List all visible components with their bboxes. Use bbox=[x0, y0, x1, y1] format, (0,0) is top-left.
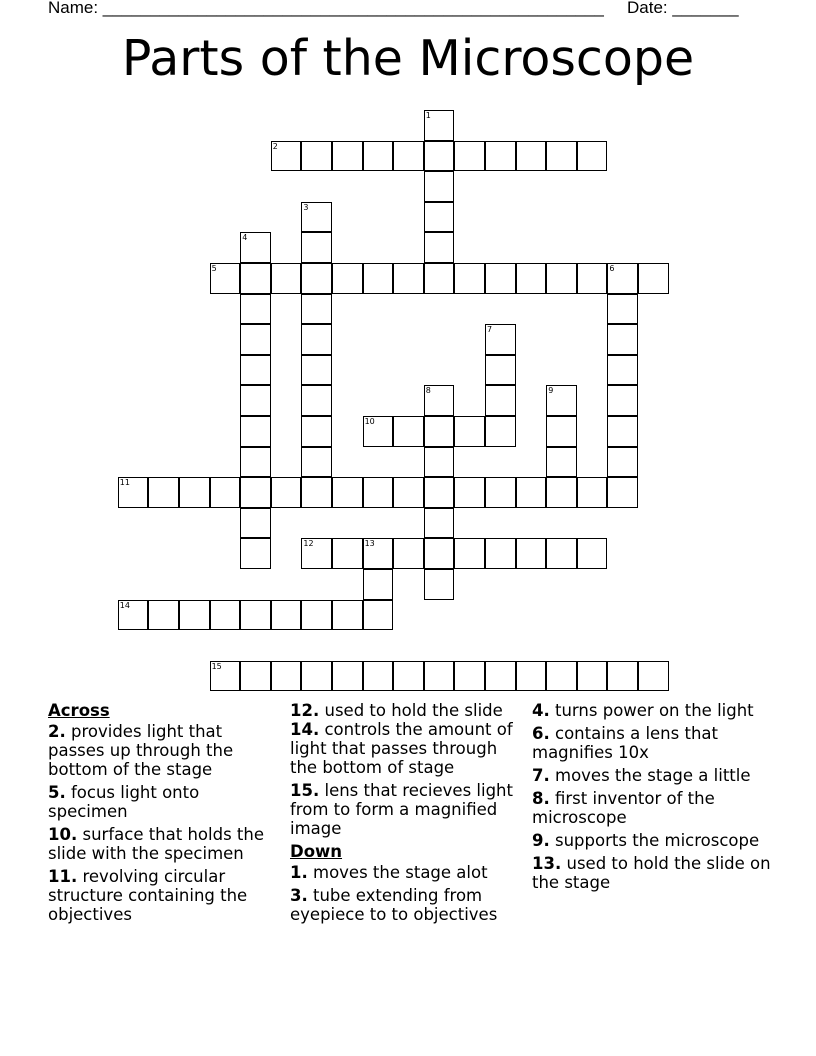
grid-cell[interactable] bbox=[363, 263, 394, 294]
clue-number: 15. bbox=[290, 781, 320, 800]
grid-cell[interactable] bbox=[332, 661, 363, 692]
clue-text: supports the microscope bbox=[555, 831, 760, 850]
grid-cell[interactable] bbox=[240, 294, 271, 325]
grid-cell[interactable] bbox=[363, 477, 394, 508]
grid-cell[interactable] bbox=[363, 661, 394, 692]
grid-cell[interactable] bbox=[393, 538, 424, 569]
clue-across-14 bbox=[290, 720, 522, 777]
grid-cell[interactable] bbox=[577, 477, 608, 508]
grid-cell[interactable] bbox=[424, 141, 455, 172]
grid-cell[interactable] bbox=[301, 294, 332, 325]
clue-text: focus light onto specimen bbox=[48, 783, 200, 821]
grid-cell[interactable] bbox=[301, 538, 332, 569]
clue-number: 3. bbox=[290, 886, 308, 905]
grid-cell[interactable] bbox=[301, 324, 332, 355]
grid-cell[interactable] bbox=[454, 263, 485, 294]
clue-down-13 bbox=[532, 854, 772, 892]
grid-cell[interactable] bbox=[424, 477, 455, 508]
grid-cell[interactable] bbox=[454, 477, 485, 508]
grid-cell[interactable] bbox=[240, 661, 271, 692]
grid-cell[interactable] bbox=[577, 263, 608, 294]
clue-text: moves the stage a little bbox=[555, 766, 751, 785]
clue-text: tube extending from eyepiece to to objectives bbox=[290, 886, 498, 924]
clue-down-7 bbox=[532, 766, 772, 785]
grid-cell[interactable] bbox=[301, 600, 332, 631]
clue-across-15 bbox=[290, 781, 522, 838]
grid-cell[interactable] bbox=[485, 355, 516, 386]
clues-column-2 bbox=[290, 701, 522, 928]
grid-cell[interactable] bbox=[638, 661, 669, 692]
grid-cell[interactable] bbox=[577, 538, 608, 569]
clue-number-label: 3 bbox=[303, 202, 309, 212]
grid-cell[interactable] bbox=[332, 600, 363, 631]
grid-cell[interactable] bbox=[148, 600, 179, 631]
clue-number: 14. bbox=[290, 720, 320, 739]
grid-cell[interactable] bbox=[424, 416, 455, 447]
grid-cell[interactable] bbox=[607, 355, 638, 386]
grid-cell[interactable] bbox=[577, 661, 608, 692]
date-field[interactable]: Date: _______ bbox=[627, 0, 739, 17]
clue-text: controls the amount of light that passes through the bottom of stage bbox=[290, 720, 513, 777]
grid-cell[interactable] bbox=[148, 477, 179, 508]
grid-cell[interactable] bbox=[240, 538, 271, 569]
grid-cell[interactable] bbox=[393, 661, 424, 692]
clue-number: 13. bbox=[532, 854, 562, 873]
clue-number-label: 6 bbox=[609, 264, 615, 273]
grid-cell[interactable] bbox=[332, 263, 363, 294]
grid-cell[interactable] bbox=[363, 538, 394, 569]
clue-number-label: 2 bbox=[272, 141, 278, 151]
grid-cell[interactable] bbox=[210, 477, 241, 508]
grid-cell[interactable] bbox=[301, 141, 332, 172]
grid-cell[interactable] bbox=[301, 232, 332, 263]
down-heading: Down bbox=[290, 842, 343, 861]
grid-cell[interactable] bbox=[485, 324, 516, 355]
clue-text: contains a lens that magnifies 10x bbox=[532, 724, 718, 762]
grid-cell[interactable] bbox=[301, 416, 332, 447]
grid-cell[interactable] bbox=[424, 447, 455, 478]
grid-cell[interactable] bbox=[179, 477, 210, 508]
grid-cell[interactable] bbox=[301, 263, 332, 294]
name-field[interactable]: Name: _____________________________________________________ bbox=[48, 0, 604, 17]
clue-number: 9. bbox=[532, 831, 550, 850]
clue-down-6 bbox=[532, 724, 772, 762]
grid-cell[interactable] bbox=[301, 202, 332, 233]
grid-cell[interactable] bbox=[516, 661, 547, 692]
grid-cell[interactable] bbox=[546, 477, 577, 508]
grid-cell[interactable] bbox=[454, 416, 485, 447]
grid-cell[interactable] bbox=[607, 661, 638, 692]
grid-cell[interactable] bbox=[240, 355, 271, 386]
clue-across-12 bbox=[290, 701, 522, 720]
clue-across-2 bbox=[48, 722, 280, 779]
clue-down-3 bbox=[290, 886, 522, 924]
grid-cell[interactable] bbox=[424, 202, 455, 233]
clue-number: 11. bbox=[48, 867, 78, 886]
clue-down-8 bbox=[532, 789, 772, 827]
clue-number: 5. bbox=[48, 783, 66, 802]
grid-cell[interactable] bbox=[516, 538, 547, 569]
grid-cell[interactable] bbox=[271, 263, 302, 294]
grid-cell[interactable] bbox=[546, 416, 577, 447]
clue-number-label: 5 bbox=[211, 264, 217, 273]
clue-number: 1. bbox=[290, 863, 308, 882]
grid-cell[interactable] bbox=[424, 538, 455, 569]
clue-down-9 bbox=[532, 831, 772, 850]
grid-cell[interactable] bbox=[210, 661, 241, 692]
grid-cell[interactable] bbox=[485, 416, 516, 447]
grid-cell[interactable] bbox=[546, 661, 577, 692]
clue-number-label: 15 bbox=[211, 661, 222, 671]
clue-number: 7. bbox=[532, 766, 550, 785]
clue-number: 12. bbox=[290, 701, 320, 720]
grid-cell[interactable] bbox=[424, 569, 455, 600]
grid-cell[interactable] bbox=[332, 477, 363, 508]
grid-cell[interactable] bbox=[393, 416, 424, 447]
grid-cell[interactable] bbox=[607, 294, 638, 325]
grid-cell[interactable] bbox=[607, 385, 638, 416]
clue-number-label: 10 bbox=[364, 417, 375, 426]
clue-text: provides light that passes up through the bottom of the stage bbox=[48, 722, 234, 779]
grid-cell[interactable] bbox=[546, 385, 577, 416]
grid-cell[interactable] bbox=[607, 477, 638, 508]
grid-cell[interactable] bbox=[577, 141, 608, 172]
clues-column-1 bbox=[48, 701, 280, 928]
clues-column-3 bbox=[532, 701, 772, 896]
clue-across-11 bbox=[48, 867, 280, 924]
clue-down-1 bbox=[290, 863, 522, 882]
clue-text: turns power on the light bbox=[555, 701, 754, 720]
clue-number-label: 14 bbox=[119, 600, 130, 610]
across-heading: Across bbox=[48, 701, 110, 720]
page-title: Parts of the Microscope bbox=[121, 30, 695, 87]
grid-cell[interactable] bbox=[301, 661, 332, 692]
clue-text: revolving circular structure containing the objectives bbox=[48, 867, 248, 924]
clue-number-label: 8 bbox=[425, 386, 431, 396]
grid-cell[interactable] bbox=[271, 141, 302, 172]
clue-text: used to hold the slide on the stage bbox=[532, 854, 771, 892]
grid-cell[interactable] bbox=[424, 385, 455, 416]
grid-cell[interactable] bbox=[516, 263, 547, 294]
grid-cell[interactable] bbox=[546, 263, 577, 294]
grid-cell[interactable] bbox=[424, 661, 455, 692]
grid-cell[interactable] bbox=[301, 447, 332, 478]
grid-cell[interactable] bbox=[240, 385, 271, 416]
clue-number: 2. bbox=[48, 722, 66, 741]
grid-cell[interactable] bbox=[393, 141, 424, 172]
grid-cell[interactable] bbox=[393, 477, 424, 508]
grid-cell[interactable] bbox=[240, 324, 271, 355]
grid-cell[interactable] bbox=[210, 263, 241, 294]
grid-cell[interactable] bbox=[454, 141, 485, 172]
grid-cell[interactable] bbox=[271, 600, 302, 631]
grid-cell[interactable] bbox=[363, 416, 394, 447]
grid-cell[interactable] bbox=[607, 416, 638, 447]
grid-cell[interactable] bbox=[485, 661, 516, 692]
grid-cell[interactable] bbox=[240, 263, 271, 294]
grid-cell[interactable] bbox=[485, 141, 516, 172]
clue-number: 6. bbox=[532, 724, 550, 743]
grid-cell[interactable] bbox=[271, 661, 302, 692]
grid-cell[interactable] bbox=[363, 600, 394, 631]
grid-cell[interactable] bbox=[393, 263, 424, 294]
clue-text: surface that holds the slide with the specimen bbox=[48, 825, 264, 863]
grid-cell[interactable] bbox=[454, 538, 485, 569]
grid-cell[interactable] bbox=[638, 263, 669, 294]
clue-text: first inventor of the microscope bbox=[532, 789, 715, 827]
grid-cell[interactable] bbox=[210, 600, 241, 631]
clue-text: used to hold the slide bbox=[324, 701, 503, 720]
grid-cell[interactable] bbox=[485, 477, 516, 508]
grid-cell[interactable] bbox=[516, 141, 547, 172]
grid-cell[interactable] bbox=[546, 447, 577, 478]
grid-cell[interactable] bbox=[271, 477, 302, 508]
clue-number-label: 9 bbox=[548, 386, 554, 396]
clue-down-4 bbox=[532, 701, 772, 720]
grid-cell[interactable] bbox=[516, 477, 547, 508]
grid-cell[interactable] bbox=[332, 538, 363, 569]
grid-cell[interactable] bbox=[424, 110, 455, 141]
grid-cell[interactable] bbox=[301, 355, 332, 386]
grid-cell[interactable] bbox=[301, 385, 332, 416]
grid-cell[interactable] bbox=[607, 447, 638, 478]
clue-number-label: 13 bbox=[364, 539, 375, 549]
grid-cell[interactable] bbox=[424, 508, 455, 539]
grid-cell[interactable] bbox=[240, 416, 271, 447]
clue-number: 8. bbox=[532, 789, 550, 808]
grid-cell[interactable] bbox=[454, 661, 485, 692]
grid-cell[interactable] bbox=[363, 141, 394, 172]
grid-cell[interactable] bbox=[240, 508, 271, 539]
grid-cell[interactable] bbox=[546, 141, 577, 172]
grid-cell[interactable] bbox=[424, 171, 455, 202]
grid-cell[interactable] bbox=[118, 600, 149, 631]
clue-number: 4. bbox=[532, 701, 550, 720]
grid-cell[interactable] bbox=[332, 141, 363, 172]
grid-cell[interactable] bbox=[607, 324, 638, 355]
clue-number-label: 12 bbox=[303, 539, 314, 549]
clue-number: 10. bbox=[48, 825, 78, 844]
grid-cell[interactable] bbox=[240, 477, 271, 508]
clue-number-label: 1 bbox=[425, 111, 431, 120]
grid-cell[interactable] bbox=[485, 385, 516, 416]
grid-cell[interactable] bbox=[607, 263, 638, 294]
grid-cell[interactable] bbox=[240, 600, 271, 631]
grid-cell[interactable] bbox=[240, 232, 271, 263]
clue-across-10 bbox=[48, 825, 280, 863]
grid-cell[interactable] bbox=[179, 600, 210, 631]
clue-number-label: 4 bbox=[242, 233, 248, 243]
grid-cell[interactable] bbox=[301, 477, 332, 508]
clue-number-label: 7 bbox=[487, 325, 493, 335]
clue-text: lens that recieves light from to form a magnified image bbox=[290, 781, 513, 838]
clue-number-label: 11 bbox=[119, 478, 130, 488]
grid-cell[interactable] bbox=[485, 538, 516, 569]
grid-cell[interactable] bbox=[546, 538, 577, 569]
clue-across-5 bbox=[48, 783, 280, 821]
grid-cell[interactable] bbox=[240, 447, 271, 478]
grid-cell[interactable] bbox=[363, 569, 394, 600]
grid-cell[interactable] bbox=[485, 263, 516, 294]
grid-cell[interactable] bbox=[424, 232, 455, 263]
grid-cell[interactable] bbox=[118, 477, 149, 508]
clue-text: moves the stage alot bbox=[313, 863, 488, 882]
grid-cell[interactable] bbox=[424, 263, 455, 294]
